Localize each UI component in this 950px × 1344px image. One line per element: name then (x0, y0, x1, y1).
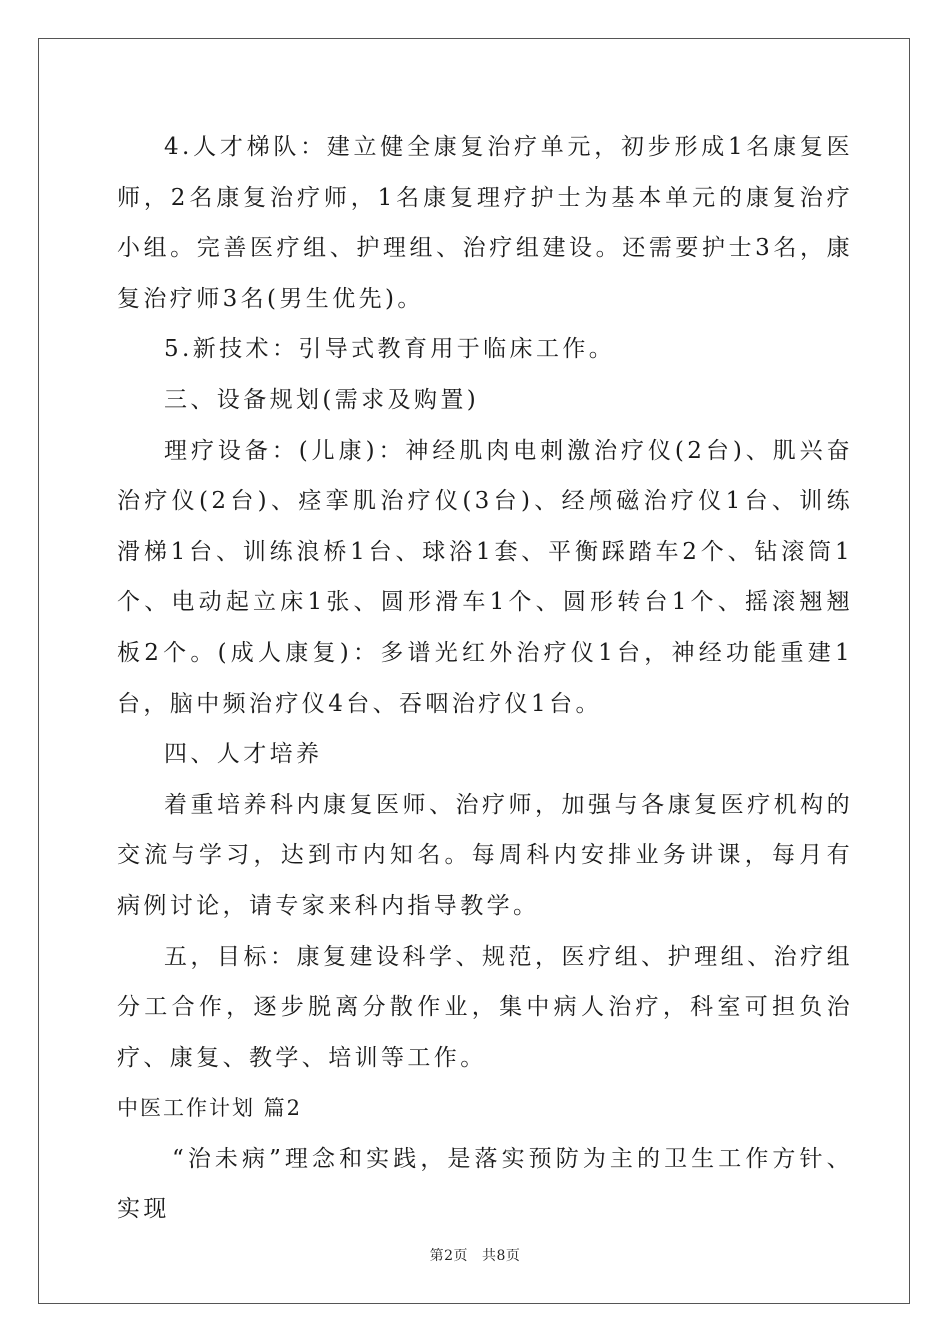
section-heading-equipment-plan: 三、设备规划(需求及购置) (164, 386, 480, 413)
page-total: 共8页 (482, 1248, 521, 1264)
paragraph-new-technology: 5.新技术：引导式教育用于临床工作。 (164, 336, 616, 363)
article-heading-part-2: 中医工作计划 篇2 (117, 1096, 303, 1121)
page-footer (0, 1245, 950, 1265)
paragraph-goals: 五，目标：康复建设科学、规范，医疗组、护理组、治疗组分工合作，逐步脱离分散作业，集中病人治疗，科室可担负治疗、康复、教学、培训等工作。 (117, 943, 853, 1071)
paragraph-talent-training: 着重培养科内康复医师、治疗师，加强与各康复医疗机构的交流与学习，达到市内知名。每周科内安排业务讲课，每月有病例讨论，请专家来科内指导教学。 (117, 791, 853, 919)
paragraph-physio-equipment: 理疗设备：(儿康)：神经肌肉电刺激治疗仪(2台)、肌兴奋治疗仪(2台)、痉挛肌治疗仪(3台)、经颅磁治疗仪1台、训练滑梯1台、训练浪桥1台、球浴1套、平衡踩踏车2个、钻滚筒1个、电动起立床1张、圆形滑车1个、圆形转台1个、摇滚翘翘板2个。(成人康复)：多谱光红外治疗仪1台，神经功能重建1台，脑中频治疗仪4台、吞咽治疗仪1台。 (117, 437, 853, 717)
section-heading-talent-training: 四、人才培养 (164, 741, 323, 768)
document-body (117, 122, 853, 1235)
page-number: 第2页 (429, 1248, 468, 1264)
paragraph-prevention-intro: “治未病”理念和实践，是落实预防为主的卫生工作方针、实现 (117, 1145, 853, 1223)
paragraph-talent-ladder: 4.人才梯队：建立健全康复治疗单元，初步形成1名康复医师，2名康复治疗师，1名康复理疗护士为基本单元的康复治疗小组。完善医疗组、护理组、治疗组建设。还需要护士3名，康复治疗师3名(男生优先)。 (117, 134, 853, 312)
